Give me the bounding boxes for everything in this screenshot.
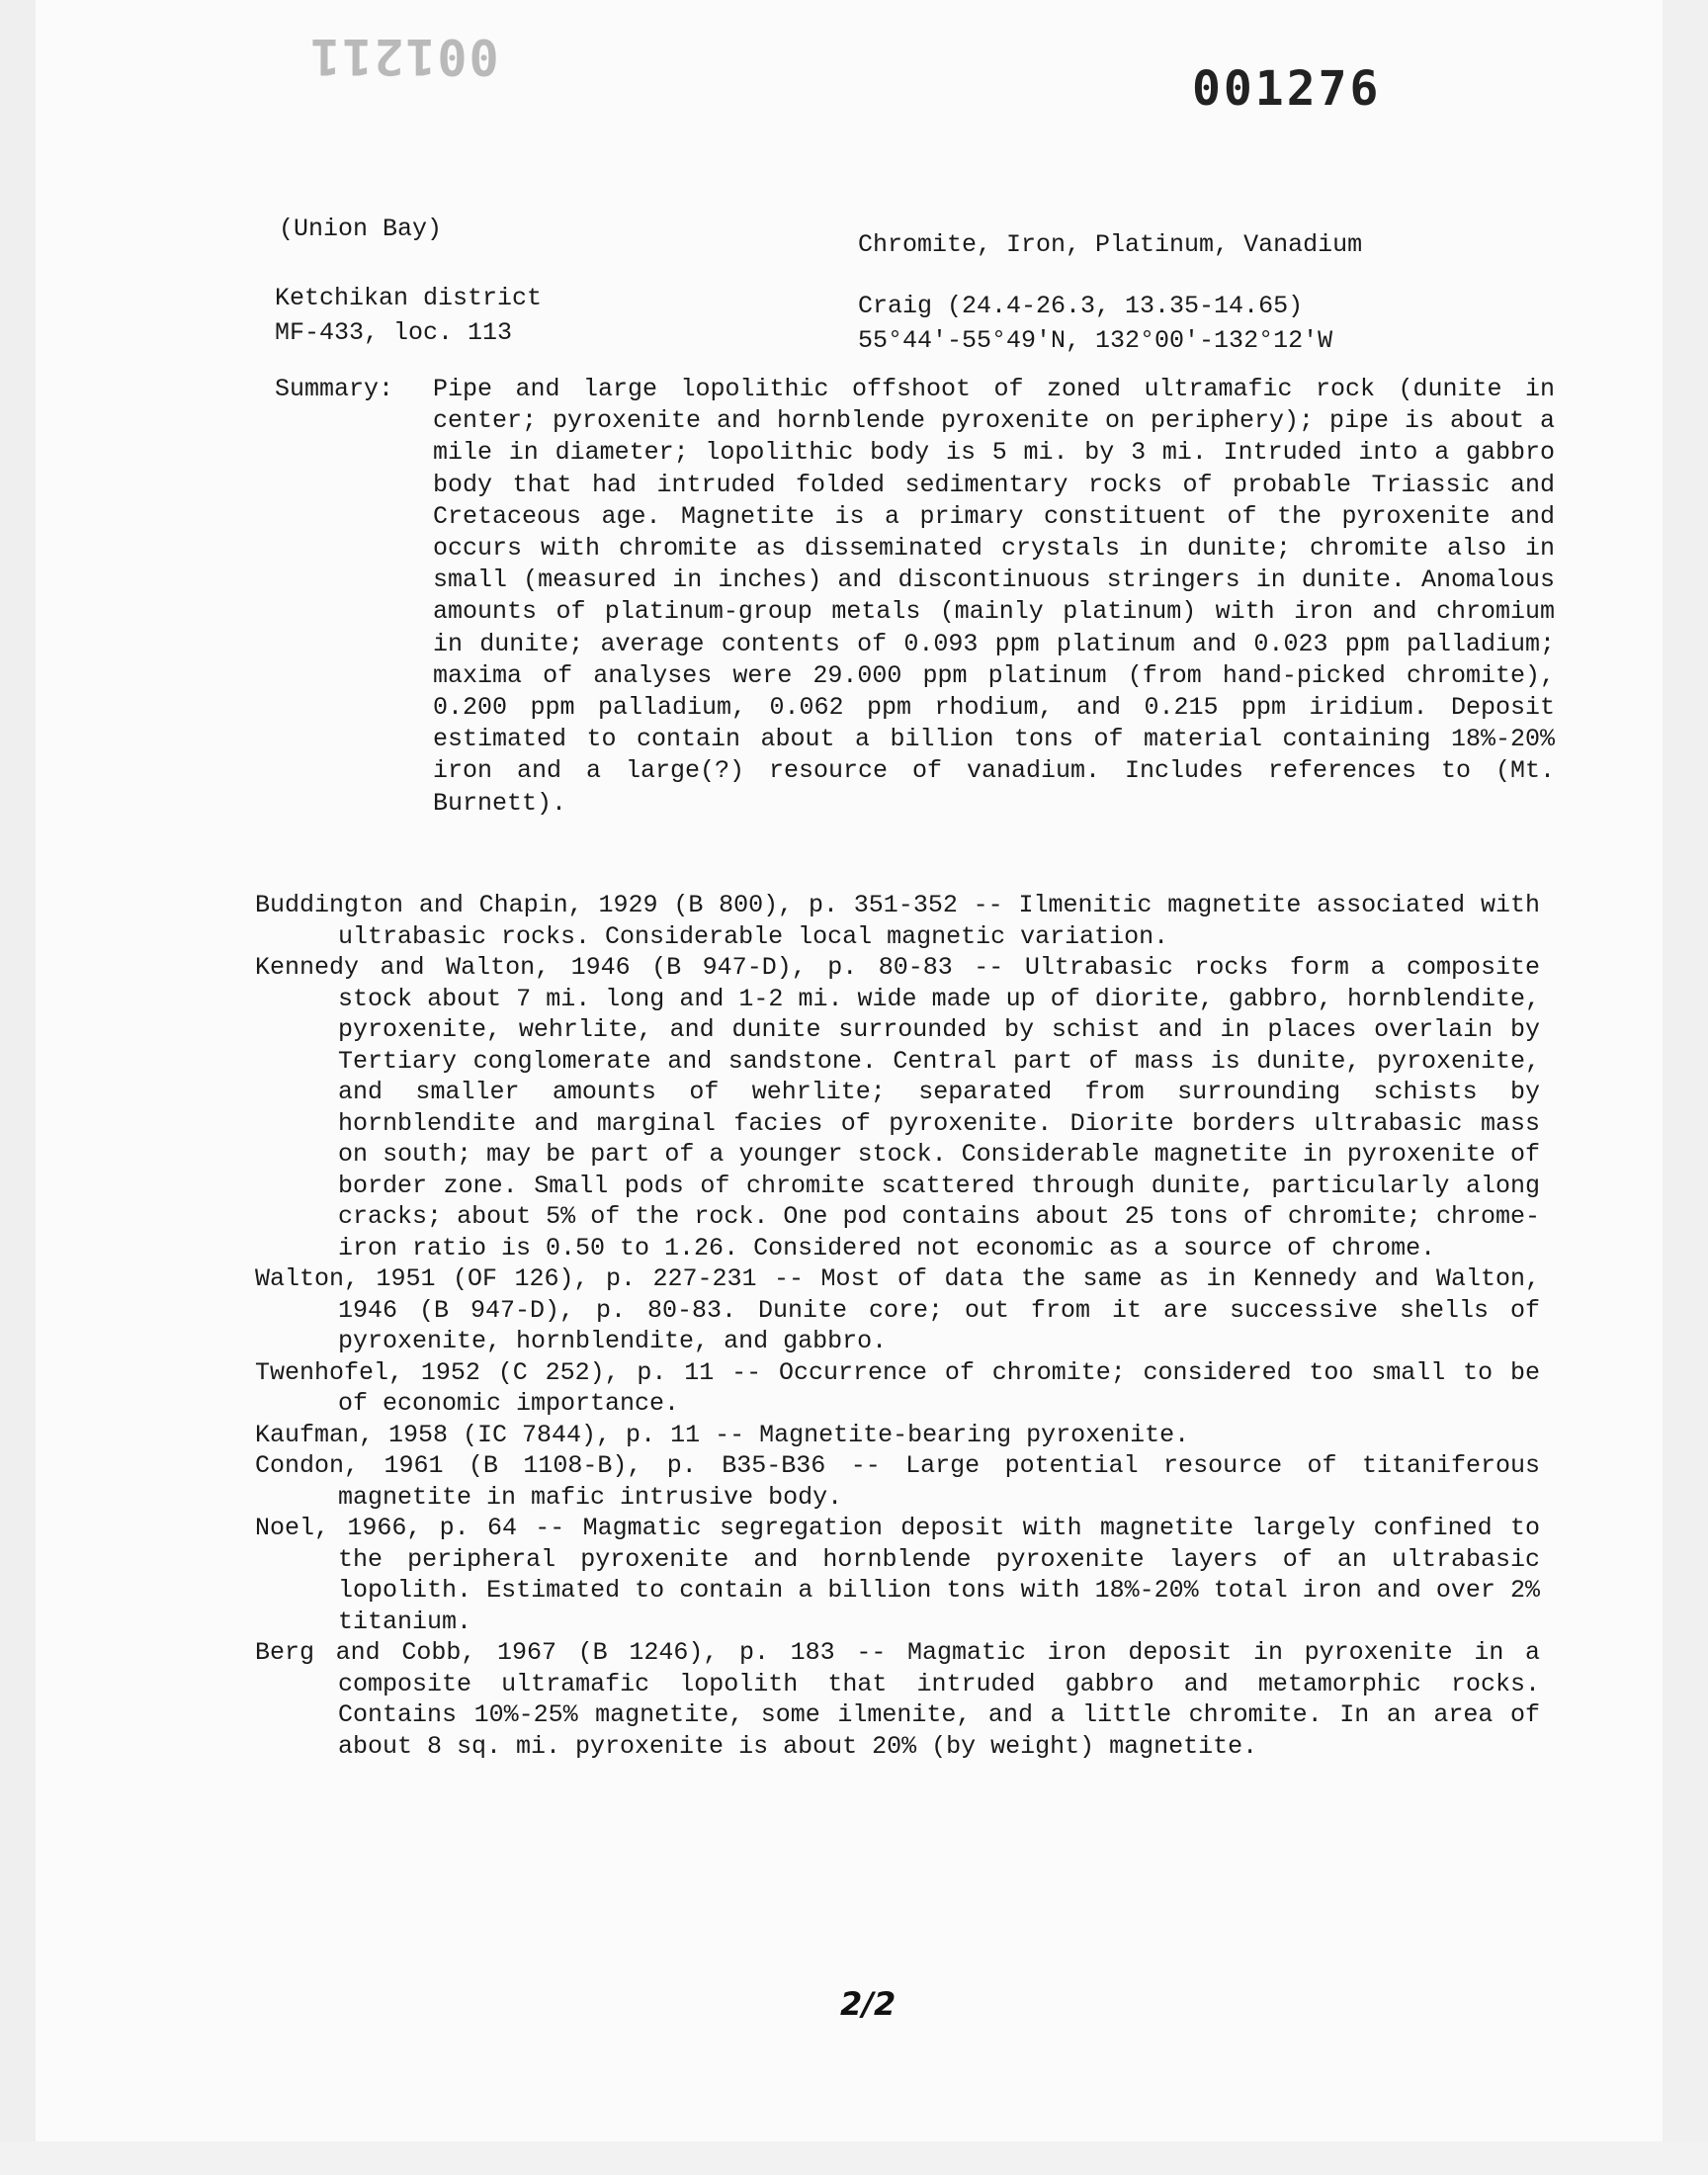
- reference-entry: Berg and Cobb, 1967 (B 1246), p. 183 -- Magmatic iron deposit in pyroxenite in a composite ultramafic lopolith that intruded gabbro and metamorphic rocks. Contains 10%-25% magnetite, some ilmenite, and a little chromite. In an area of about 8 sq. mi. pyroxenite is about 20% (by weight) magnetite.: [255, 1638, 1540, 1761]
- scan-border-bottom: [0, 2141, 1708, 2175]
- district: Ketchikan district: [275, 284, 543, 312]
- reference-entry: Twenhofel, 1952 (C 252), p. 11 -- Occurrence of chromite; considered too small to be of economic importance.: [255, 1357, 1540, 1418]
- reference-entry: Walton, 1951 (OF 126), p. 227-231 -- Most of data the same as in Kennedy and Walton, 1946 (B 947-D), p. 80-83. Dunite core; out from it are successive shells of pyroxenite, hornblendite, and gabbro.: [255, 1264, 1540, 1355]
- references-list: [255, 890, 1540, 1762]
- quadrangle: Craig (24.4-26.3, 13.35-14.65): [858, 292, 1304, 320]
- summary-label: Summary:: [275, 375, 394, 403]
- map-reference: MF-433, loc. 113: [275, 318, 513, 347]
- commodities: Chromite, Iron, Platinum, Vanadium: [858, 230, 1363, 259]
- reference-entry: Noel, 1966, p. 64 -- Magmatic segregation deposit with magnetite largely confined to the peripheral pyroxenite and hornblende pyroxenite layers of an ultrabasic lopolith. Estimated to contain a billion tons with 18%-20% total iron and over 2% titanium.: [255, 1514, 1540, 1636]
- reference-entry: Buddington and Chapin, 1929 (B 800), p. 351-352 -- Ilmenitic magnetite associated with ultrabasic rocks. Considerable local magnetic variation.: [255, 891, 1540, 951]
- reference-entry: Kennedy and Walton, 1946 (B 947-D), p. 80-83 -- Ultrabasic rocks form a composite stock about 7 mi. long and 1-2 mi. wide made up of diorite, gabbro, hornblendite, pyroxenite, wehrlite, and dunite surrounded by schist and in places overlain by Tertiary conglomerate and sandstone. Central part of mass is dunite, pyroxenite, and smaller amounts of wehrlite; separated from surrounding schists by hornblendite and marginal facies of pyroxenite. Diorite borders ultrabasic mass on south; may be part of a younger stock. Considerable magnetite in pyroxenite of border zone. Small pods of chromite scattered through dunite, particularly along cracks; about 5% of the rock. One pod contains about 25 tons of chromite; chrome-iron ratio is 0.50 to 1.26. Considered not economic as a source of chrome.: [255, 953, 1540, 1262]
- quadrangle-block: [858, 289, 1332, 358]
- page-number: 2/2: [840, 1985, 897, 2023]
- scan-border-left: [0, 0, 36, 2175]
- record-number-stamp: 001276: [1192, 61, 1382, 117]
- scan-border-right: [1663, 0, 1708, 2175]
- reference-entry: Kaufman, 1958 (IC 7844), p. 11 -- Magnetite-bearing pyroxenite.: [255, 1420, 1190, 1449]
- location-name: (Union Bay): [279, 215, 443, 243]
- coordinates: 55°44'-55°49'N, 132°00'-132°12'W: [858, 326, 1333, 355]
- reference-entry: Condon, 1961 (B 1108-B), p. B35-B36 -- Large potential resource of titaniferous magnetite in mafic intrusive body.: [255, 1451, 1540, 1512]
- district-block: [275, 281, 542, 350]
- faint-bleed-through-stamp: 001211: [308, 28, 499, 85]
- summary-text: Pipe and large lopolithic offshoot of zoned ultramafic rock (dunite in center; pyroxenite and hornblende pyroxenite on periphery); pipe is about a mile in diameter; lopolithic body is 5 mi. by 3 mi. Intruded into a gabbro body that had intruded folded sedimentary rocks of probable Triassic and Cretaceous age. Magnetite is a primary constituent of the pyroxenite and occurs with chromite as disseminated crystals in dunite; chromite also in small (measured in inches) and discontinuous stringers in dunite. Anomalous amounts of platinum-group metals (mainly platinum) with iron and chromium in dunite; average contents of 0.093 ppm platinum and 0.023 ppm palladium; maxima of analyses were 29.000 ppm platinum (from hand-picked chromite), 0.200 ppm palladium, 0.062 ppm rhodium, and 0.215 ppm iridium. Deposit estimated to contain about a billion tons of material containing 18%-20% iron and a large(?) resource of vanadium. Includes references to (Mt. Burnett).: [433, 375, 1555, 818]
